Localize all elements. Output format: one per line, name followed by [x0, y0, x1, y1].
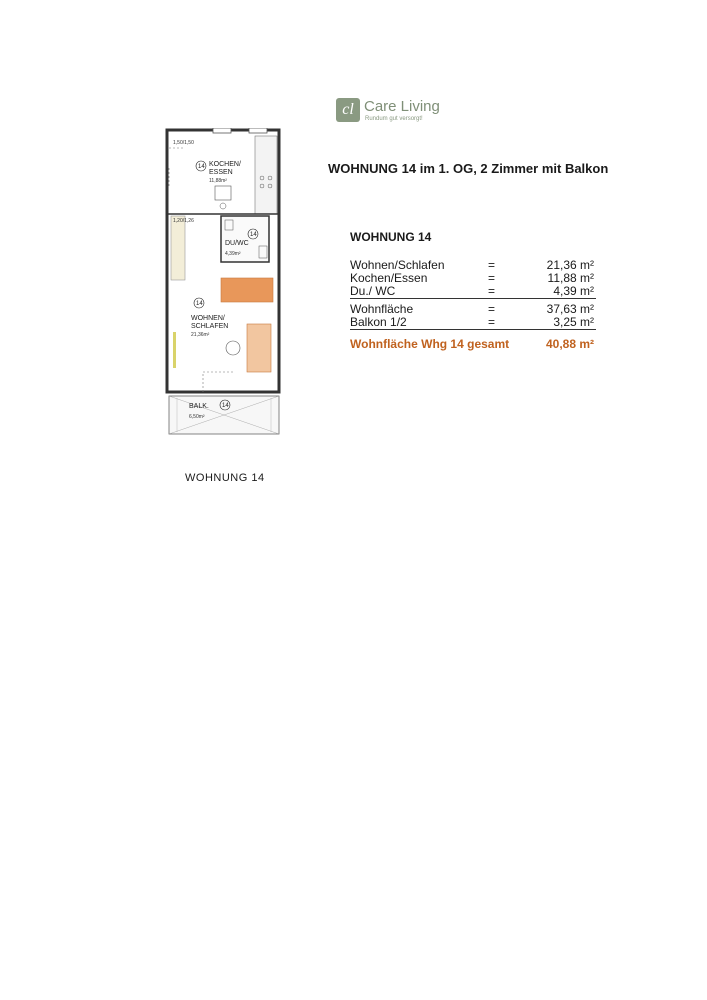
wardrobe [171, 216, 185, 280]
living-label-1: WOHNEN/ [191, 315, 225, 322]
kitchen-counter [255, 136, 277, 214]
area-label: Balkon 1/2 [350, 315, 407, 329]
unit-title: WOHNUNG 14 [350, 230, 432, 244]
area-label: Wohnfläche [350, 302, 414, 316]
floor-plan [163, 128, 283, 440]
equals-sign: = [488, 258, 496, 272]
kitchen-label-2: ESSEN [209, 169, 233, 176]
living-label-2: SCHLAFEN [191, 323, 229, 330]
page-headline: WOHNUNG 14 im 1. OG, 2 Zimmer mit Balkon [328, 161, 609, 176]
area-value: 37,63 m² [546, 302, 594, 316]
logo-tagline: Rundum gut versorgt! [365, 116, 423, 122]
window-top-right [249, 128, 267, 133]
balcony-number: 14 [222, 403, 229, 409]
bath-number: 14 [250, 232, 257, 238]
area-value: 3,25 m² [553, 315, 594, 329]
bed [247, 324, 271, 372]
care-living-logo [336, 98, 456, 128]
bath-area: 4,39m² [225, 251, 241, 257]
kitchen-number: 14 [198, 164, 205, 170]
dim-top: 1,50/1,50 [173, 140, 194, 146]
floor-plan-drawing [163, 128, 283, 440]
balcony-area: 6,50m² [189, 414, 205, 420]
sofa [221, 278, 273, 302]
plan-caption: WOHNUNG 14 [185, 472, 265, 484]
living-area: 21,36m² [191, 332, 210, 338]
window-top-left [213, 128, 231, 133]
equals-sign: = [488, 315, 496, 329]
equals-sign: = [488, 302, 496, 316]
area-label: Du./ WC [350, 284, 396, 298]
area-label: Kochen/Essen [350, 271, 428, 285]
area-label: Wohnen/Schlafen [350, 258, 445, 272]
round-table [226, 341, 240, 355]
kitchen-area: 11,88m² [209, 178, 227, 184]
area-value: 21,36 m² [546, 258, 594, 272]
area-value: 11,88 m² [547, 271, 594, 285]
equals-sign: = [488, 271, 496, 285]
area-row-balcony [350, 316, 596, 330]
area-row-total [350, 338, 596, 351]
total-label: Wohnfläche Whg 14 gesamt [350, 337, 510, 351]
balcony-label: BALK. [189, 403, 209, 410]
area-table [350, 259, 596, 351]
logo-mark: cl [336, 98, 360, 122]
bath-label: DU/WC [225, 240, 249, 247]
dim-bath: 1,20/1,26 [173, 218, 194, 224]
wall-strip [173, 332, 176, 368]
area-row-bath [350, 285, 596, 299]
dining-table [215, 186, 231, 200]
kitchen-label-1: KOCHEN/ [209, 161, 241, 168]
total-value: 40,88 m² [545, 337, 594, 351]
equals-sign: = [488, 284, 496, 298]
area-value: 4,39 m² [553, 284, 594, 298]
logo-name: Care Living [364, 98, 440, 115]
living-number: 14 [196, 301, 203, 307]
